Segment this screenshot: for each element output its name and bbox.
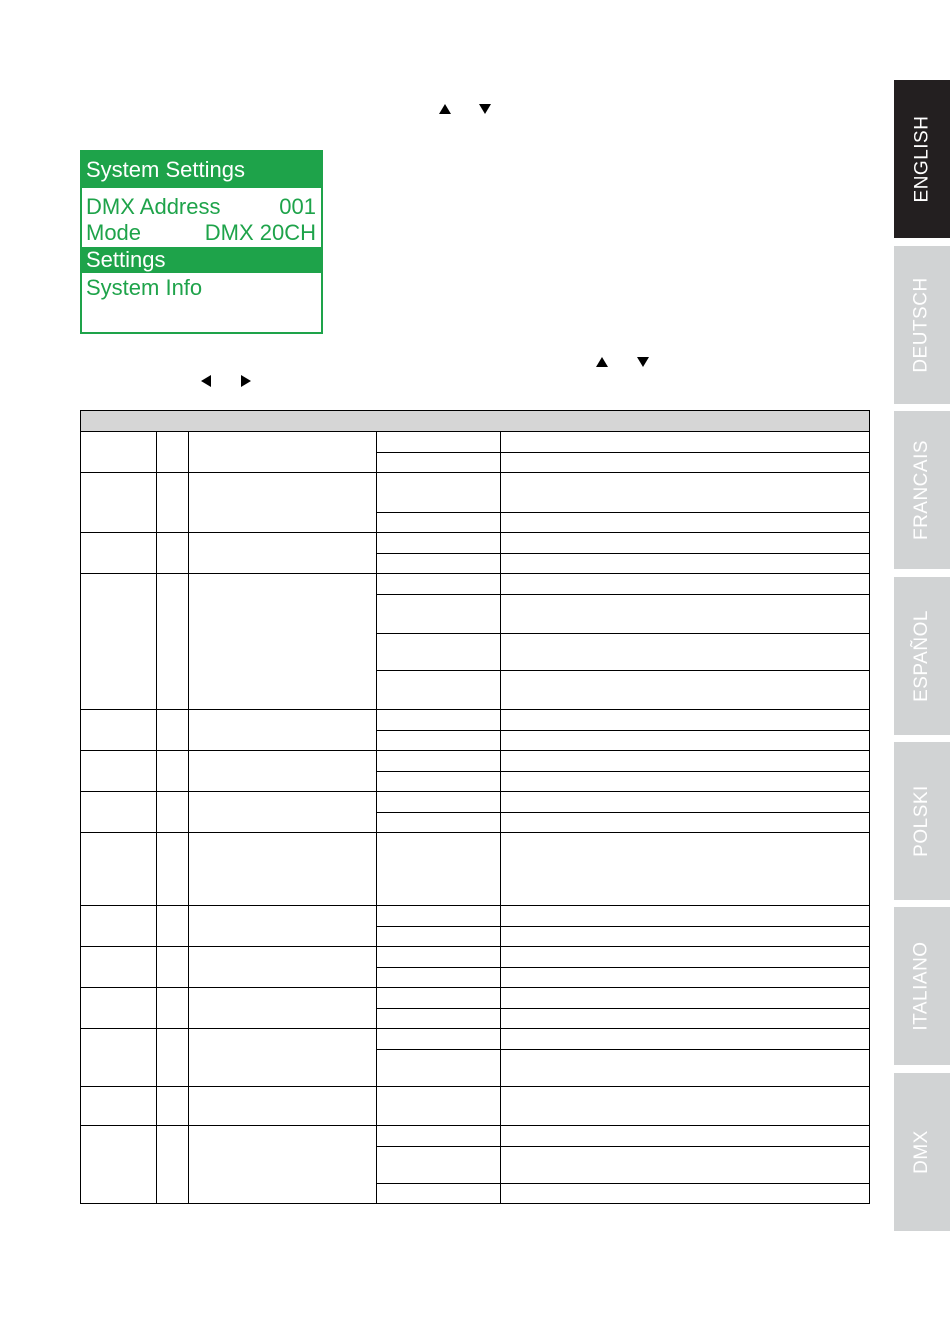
lcd-row-value: DMX 20CH <box>204 220 316 245</box>
tab-label: ENGLISH <box>911 115 933 203</box>
tab-francais[interactable] <box>894 411 950 569</box>
table-row <box>81 906 870 927</box>
up-arrow-icon <box>439 104 451 114</box>
settings-table <box>80 410 870 1204</box>
lcd-title: System Settings <box>82 152 321 188</box>
tab-italiano[interactable] <box>894 907 950 1065</box>
lcd-row-system-info <box>82 275 321 301</box>
tab-english[interactable] <box>894 80 950 238</box>
table-row <box>81 710 870 731</box>
tab-deutsch[interactable] <box>894 246 950 404</box>
tab-label: DEUTSCH <box>911 277 932 373</box>
left-arrow-icon <box>201 375 211 387</box>
lcd-row-label: Settings <box>86 247 166 272</box>
table-row <box>81 533 870 554</box>
table-header-row <box>81 411 870 432</box>
tab-label: POLSKI <box>911 785 932 857</box>
table-row <box>81 947 870 968</box>
table-row <box>81 833 870 906</box>
lcd-row-label: DMX Address <box>86 194 221 219</box>
tab-polski[interactable] <box>894 742 950 900</box>
table-row <box>81 473 870 513</box>
down-arrow-icon <box>637 357 649 367</box>
table-row <box>81 792 870 813</box>
table-row <box>81 988 870 1009</box>
tab-label: FRANCAIS <box>911 439 933 541</box>
tab-dmx[interactable] <box>894 1073 950 1231</box>
lcd-row-label: System Info <box>86 275 203 300</box>
lcd-row-settings-selected <box>82 247 321 273</box>
table-row <box>81 1029 870 1050</box>
tab-label: ITALIANO <box>911 941 933 1031</box>
up-arrow-icon <box>596 357 608 367</box>
tab-label: DMX <box>910 1130 932 1174</box>
lcd-row-mode <box>82 220 321 246</box>
table-row <box>81 1087 870 1126</box>
table-row <box>81 432 870 453</box>
table-row <box>81 1126 870 1147</box>
table-row <box>81 751 870 772</box>
lcd-row-dmx-address <box>82 194 321 220</box>
lcd-row-label: Mode <box>86 220 142 245</box>
lcd-display <box>80 150 323 334</box>
tab-label: ESPAÑOL <box>911 610 933 702</box>
table-row <box>81 574 870 595</box>
lcd-row-value: 001 <box>279 194 316 219</box>
down-arrow-icon <box>479 104 491 114</box>
tab-espanol[interactable] <box>894 577 950 735</box>
right-arrow-icon <box>241 375 251 387</box>
